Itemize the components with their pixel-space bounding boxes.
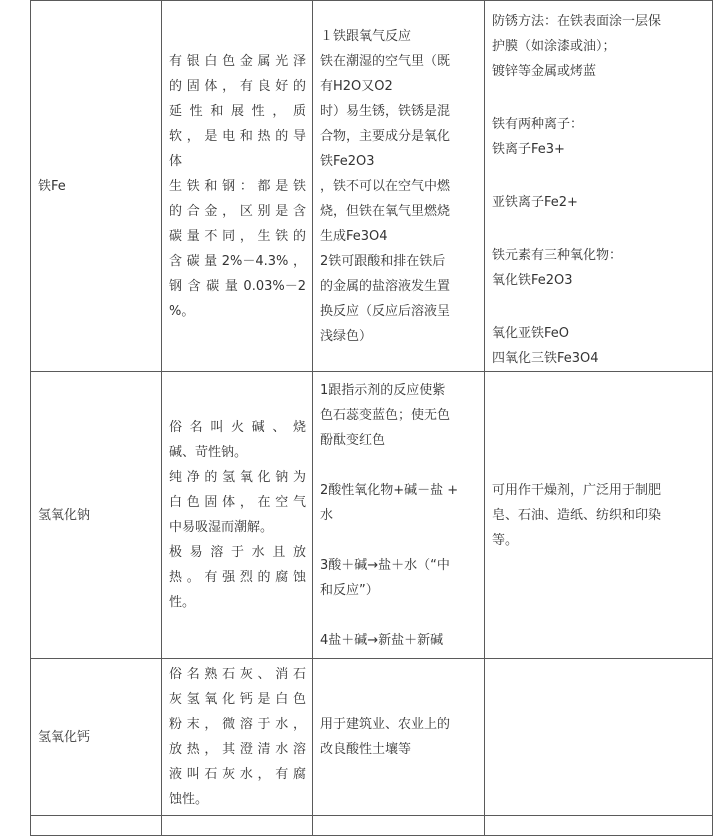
note-line: 铁元素有三种氧化物： xyxy=(492,248,623,263)
properties-cell xyxy=(162,372,313,659)
reaction-line: 3酸＋碱→盐＋水（“中 xyxy=(320,557,450,573)
property-line: 俗名叫火碱、烧 xyxy=(169,420,306,435)
property-line: 纯净的氢氧化钠为 xyxy=(169,470,306,485)
property-line: 碱、苛性钠。 xyxy=(169,445,248,460)
property-line: 的合金，区别是含 xyxy=(169,203,306,219)
reaction-line: 生成Fe3O4 xyxy=(320,228,388,244)
reaction-line: １铁跟氧气反应 xyxy=(320,28,412,44)
substance-name-cell xyxy=(31,372,162,659)
notes-cell xyxy=(485,1,713,372)
note-line: 铁离子Fe3+ xyxy=(492,142,565,157)
note-line: 等。 xyxy=(492,532,519,548)
reaction-line: 4盐＋碱→新盐＋新碱 xyxy=(320,632,444,648)
property-line: 放热，其澄清水溶 xyxy=(169,742,306,757)
reaction-line: 色石蕊变蓝色；使无色 xyxy=(320,407,451,423)
reaction-line: 浅绿色） xyxy=(320,328,373,344)
reaction-line: 合物，主要成分是氧化 xyxy=(320,128,451,144)
substance-name: 氢氧化钠 xyxy=(38,507,91,523)
property-line: 软，是电和热的导 xyxy=(169,128,306,144)
reaction-line: ，铁不可以在空气中燃 xyxy=(320,178,451,194)
property-line: 含碳量2%－4.3%， xyxy=(169,253,306,269)
property-line: 液叫石灰水，有腐 xyxy=(169,767,306,782)
note-line: 铁有两种离子： xyxy=(492,117,584,132)
substance-name-cell xyxy=(31,659,162,816)
note-line: 可用作干燥剂，广泛用于制肥 xyxy=(492,482,662,498)
note-line: 氧化铁Fe2O3 xyxy=(492,273,573,288)
reaction-line: 有H2O又O2 xyxy=(320,78,393,94)
substance-name-cell xyxy=(31,1,162,372)
note-line: 亚铁离子Fe2+ xyxy=(492,195,578,210)
table-row-sodium-hydroxide xyxy=(31,372,713,659)
reaction-line: 2酸性氧化物+碱－盐 + xyxy=(320,482,459,498)
reaction-line: 水 xyxy=(320,507,334,523)
note-line: 护膜（如涂漆或油）； xyxy=(492,39,616,54)
reaction-line: 1跟指示剂的反应使紫 xyxy=(320,382,446,398)
property-line: 性。 xyxy=(169,595,196,610)
reaction-line: 时）易生锈，铁锈是混 xyxy=(320,103,451,119)
property-line: 延性和展性，质 xyxy=(169,103,306,119)
property-line: 热。有强烈的腐蚀 xyxy=(169,570,306,585)
property-line: 蚀性。 xyxy=(169,792,209,807)
property-line: 灰氢氧化钙是白色 xyxy=(169,692,306,707)
property-line: 极易溶于水且放 xyxy=(169,545,306,560)
property-line: 体 xyxy=(169,153,183,169)
note-line: 四氧化三铁Fe3O4 xyxy=(492,351,599,366)
property-line: 碳量不同，生铁的 xyxy=(169,228,306,244)
notes-cell xyxy=(485,372,713,659)
reaction-line: 和反应”） xyxy=(320,582,379,598)
reactions-cell xyxy=(313,1,485,372)
uses-cell xyxy=(313,659,485,816)
table-row-calcium-hydroxide xyxy=(31,659,713,816)
note-line: 氧化亚铁FeO xyxy=(492,326,569,341)
note-line: 皂、石油、造纸、纺织和印染 xyxy=(492,507,662,523)
property-line: 生铁和钢：都是铁 xyxy=(169,178,306,194)
reactions-cell xyxy=(313,372,485,659)
use-line: 用于建筑业、农业上的 xyxy=(320,717,451,732)
property-line: 俗名熟石灰、消石 xyxy=(169,667,306,682)
property-line: 粉末，微溶于水， xyxy=(169,717,306,732)
properties-cell xyxy=(162,659,313,816)
reaction-line: 2铁可跟酸和排在铁后 xyxy=(320,253,446,269)
use-line: 改良酸性土壤等 xyxy=(320,742,412,757)
reaction-line: 酚酞变红色 xyxy=(320,432,386,448)
table-row-iron xyxy=(31,1,713,372)
note-line: 镀锌等金属或烤蓝 xyxy=(492,64,597,79)
reaction-line: 换反应（反应后溶液呈 xyxy=(320,303,451,319)
property-line: 钢含碳量0.03%－2 xyxy=(169,278,306,294)
reaction-line: 烧，但铁在氧气里燃烧 xyxy=(320,203,451,219)
property-line: 有银白色金属光泽 xyxy=(169,53,306,69)
reaction-line: 铁在潮湿的空气里（既 xyxy=(320,53,451,69)
reaction-line: 的金属的盐溶液发生置 xyxy=(320,278,451,294)
property-line: 白色固体，在空气 xyxy=(169,495,306,510)
property-line: 的固体，有良好的 xyxy=(169,78,306,94)
property-line: 中易吸湿而潮解。 xyxy=(169,520,274,535)
substance-name: 氢氧化钙 xyxy=(38,729,91,745)
reaction-line: 铁Fe2O3 xyxy=(320,153,375,169)
empty-cell xyxy=(485,659,713,816)
properties-cell xyxy=(162,1,313,372)
chemistry-table xyxy=(30,0,713,836)
property-line: %。 xyxy=(169,303,195,319)
substance-name: 铁Fe xyxy=(38,178,66,194)
note-line: 防锈方法：在铁表面涂一层保 xyxy=(492,14,662,29)
